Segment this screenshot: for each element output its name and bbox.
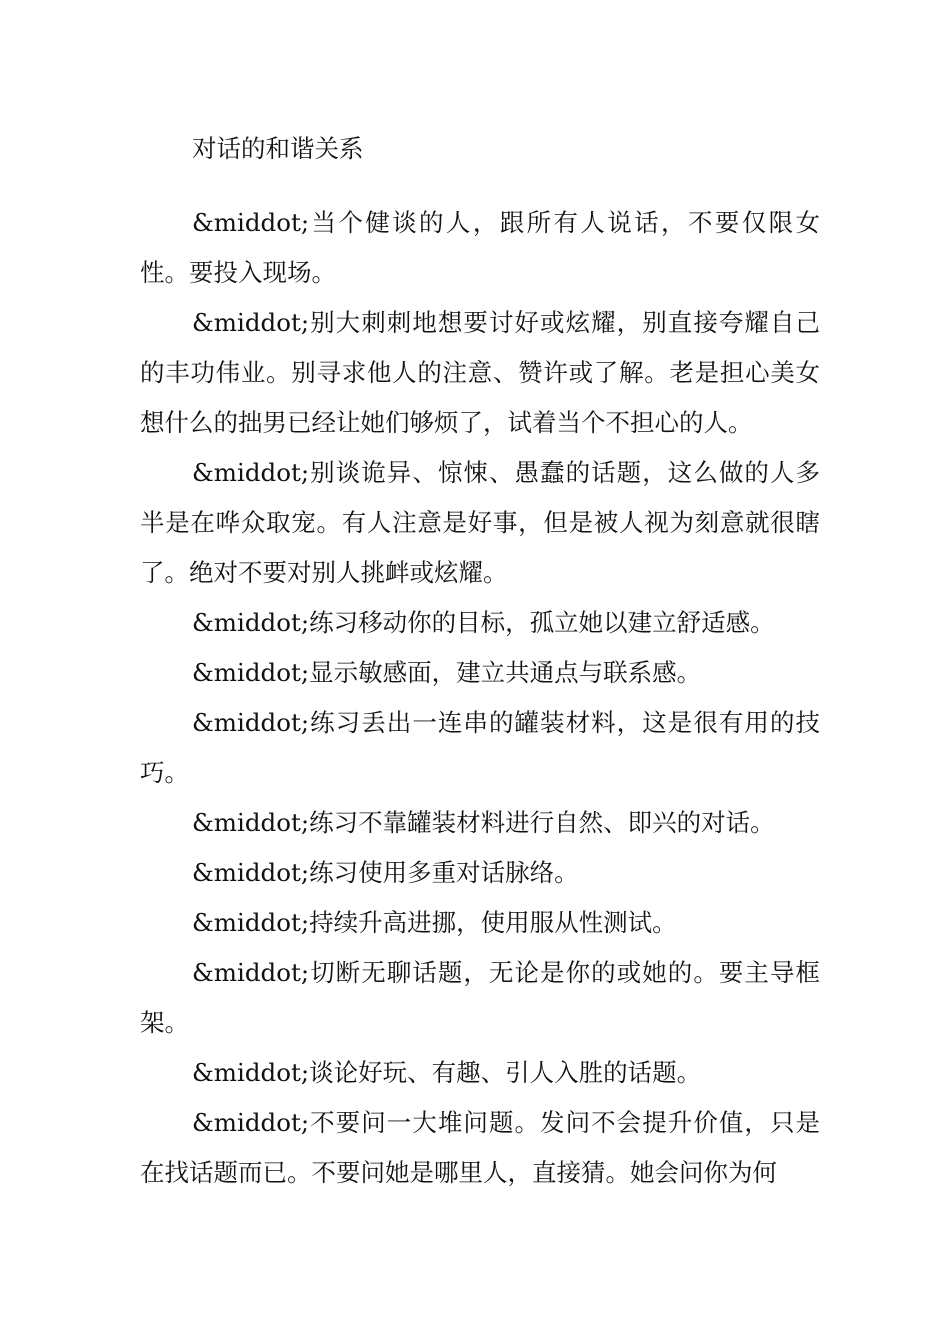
paragraph-10: &middot;切断无聊话题，无论是你的或她的。要主导框架。 — [140, 958, 820, 1037]
paragraph-12: &middot;不要问一大堆问题。发问不会提升价值，只是在找话题而已。不要问她是哪里人，直接猜。她会问你为何 — [140, 1108, 820, 1187]
paragraph-11: &middot;谈论好玩、有趣、引人入胜的话题。 — [192, 1058, 702, 1087]
paragraph-8: &middot;练习使用多重对话脉络。 — [192, 858, 579, 887]
paragraph-3: &middot;别谈诡异、惊悚、愚蠢的话题，这么做的人多半是在哗众取宠。有人注意是好事，但是被人视为刻意就很瞎了。绝对不要对别人挑衅或炫耀。 — [140, 458, 820, 587]
document-body — [140, 124, 820, 1198]
paragraph-5: &middot;显示敏感面，建立共通点与联系感。 — [192, 658, 702, 687]
paragraph-9: &middot;持续升高进挪，使用服从性测试。 — [192, 908, 677, 937]
paragraph-4: &middot;练习移动你的目标，孤立她以建立舒适感。 — [192, 608, 775, 637]
paragraph-1: &middot;当个健谈的人，跟所有人说话，不要仅限女性。要投入现场。 — [140, 208, 820, 287]
paragraph-2: &middot;别大刺刺地想要讨好或炫耀，别直接夸耀自己的丰功伟业。别寻求他人的注意、赞许或了解。老是担心美女想什么的拙男已经让她们够烦了，试着当个不担心的人。 — [140, 308, 820, 437]
paragraph-7: &middot;练习不靠罐装材料进行自然、即兴的对话。 — [192, 808, 775, 837]
paragraph-6: &middot;练习丢出一连串的罐装材料，这是很有用的技巧。 — [140, 708, 820, 787]
document-title: 对话的和谐关系 — [192, 134, 364, 163]
